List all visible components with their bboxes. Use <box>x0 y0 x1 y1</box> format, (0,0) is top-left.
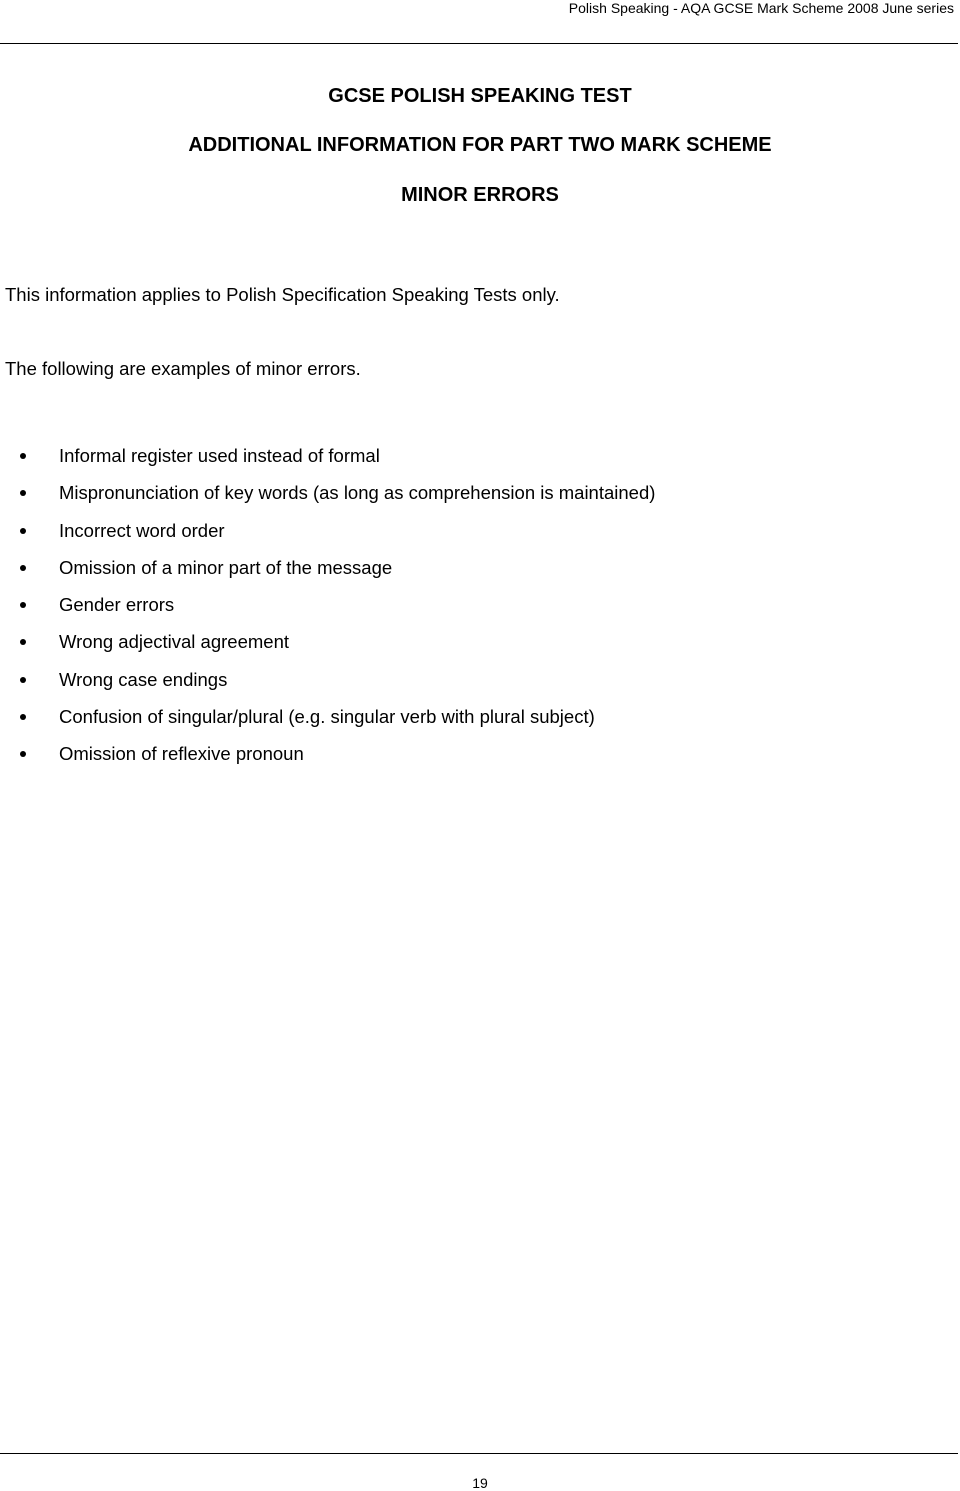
minor-errors-list <box>0 444 655 779</box>
footer-divider <box>0 1453 958 1454</box>
bullet-icon <box>20 714 26 720</box>
page-number: 19 <box>472 1475 488 1491</box>
document-title: GCSE POLISH SPEAKING TEST <box>328 85 632 107</box>
list-item <box>0 668 655 705</box>
list-item <box>0 444 655 481</box>
bullet-icon <box>20 565 26 571</box>
bullet-icon <box>20 639 26 645</box>
bullet-icon <box>20 602 26 608</box>
list-item-text: Informal register used instead of formal <box>59 445 380 466</box>
list-item <box>0 556 655 593</box>
running-header: Polish Speaking - AQA GCSE Mark Scheme 2008 June series <box>568 0 954 16</box>
list-item-text: Omission of a minor part of the message <box>59 556 393 578</box>
bullet-icon <box>20 677 26 683</box>
list-item <box>0 481 655 518</box>
document-subtitle: ADDITIONAL INFORMATION FOR PART TWO MARK SCHEME <box>188 134 772 156</box>
section-heading: MINOR ERRORS <box>401 184 559 206</box>
bullet-icon <box>20 490 26 496</box>
list-item <box>0 519 655 556</box>
bullet-icon <box>20 751 26 757</box>
list-item <box>0 705 655 742</box>
list-item-text: Omission of reflexive pronoun <box>59 743 304 764</box>
list-item-text: Incorrect word order <box>59 519 225 541</box>
list-item-text: Gender errors <box>59 594 175 615</box>
list-item-text: Mispronunciation of key words (as long as comprehension is maintained) <box>59 482 656 504</box>
lead-paragraph: The following are examples of minor errors. <box>5 358 361 379</box>
list-item <box>0 593 655 630</box>
list-item-text: Confusion of singular/plural (e.g. singular verb with plural subject) <box>59 705 595 727</box>
header-divider <box>0 43 958 44</box>
bullet-icon <box>20 528 26 534</box>
list-item <box>0 742 655 779</box>
list-item-text: Wrong case endings <box>59 668 228 690</box>
intro-paragraph: This information applies to Polish Specification Speaking Tests only. <box>5 284 560 305</box>
list-item <box>0 630 655 667</box>
bullet-icon <box>20 453 26 459</box>
list-item-text: Wrong adjectival agreement <box>59 631 290 653</box>
